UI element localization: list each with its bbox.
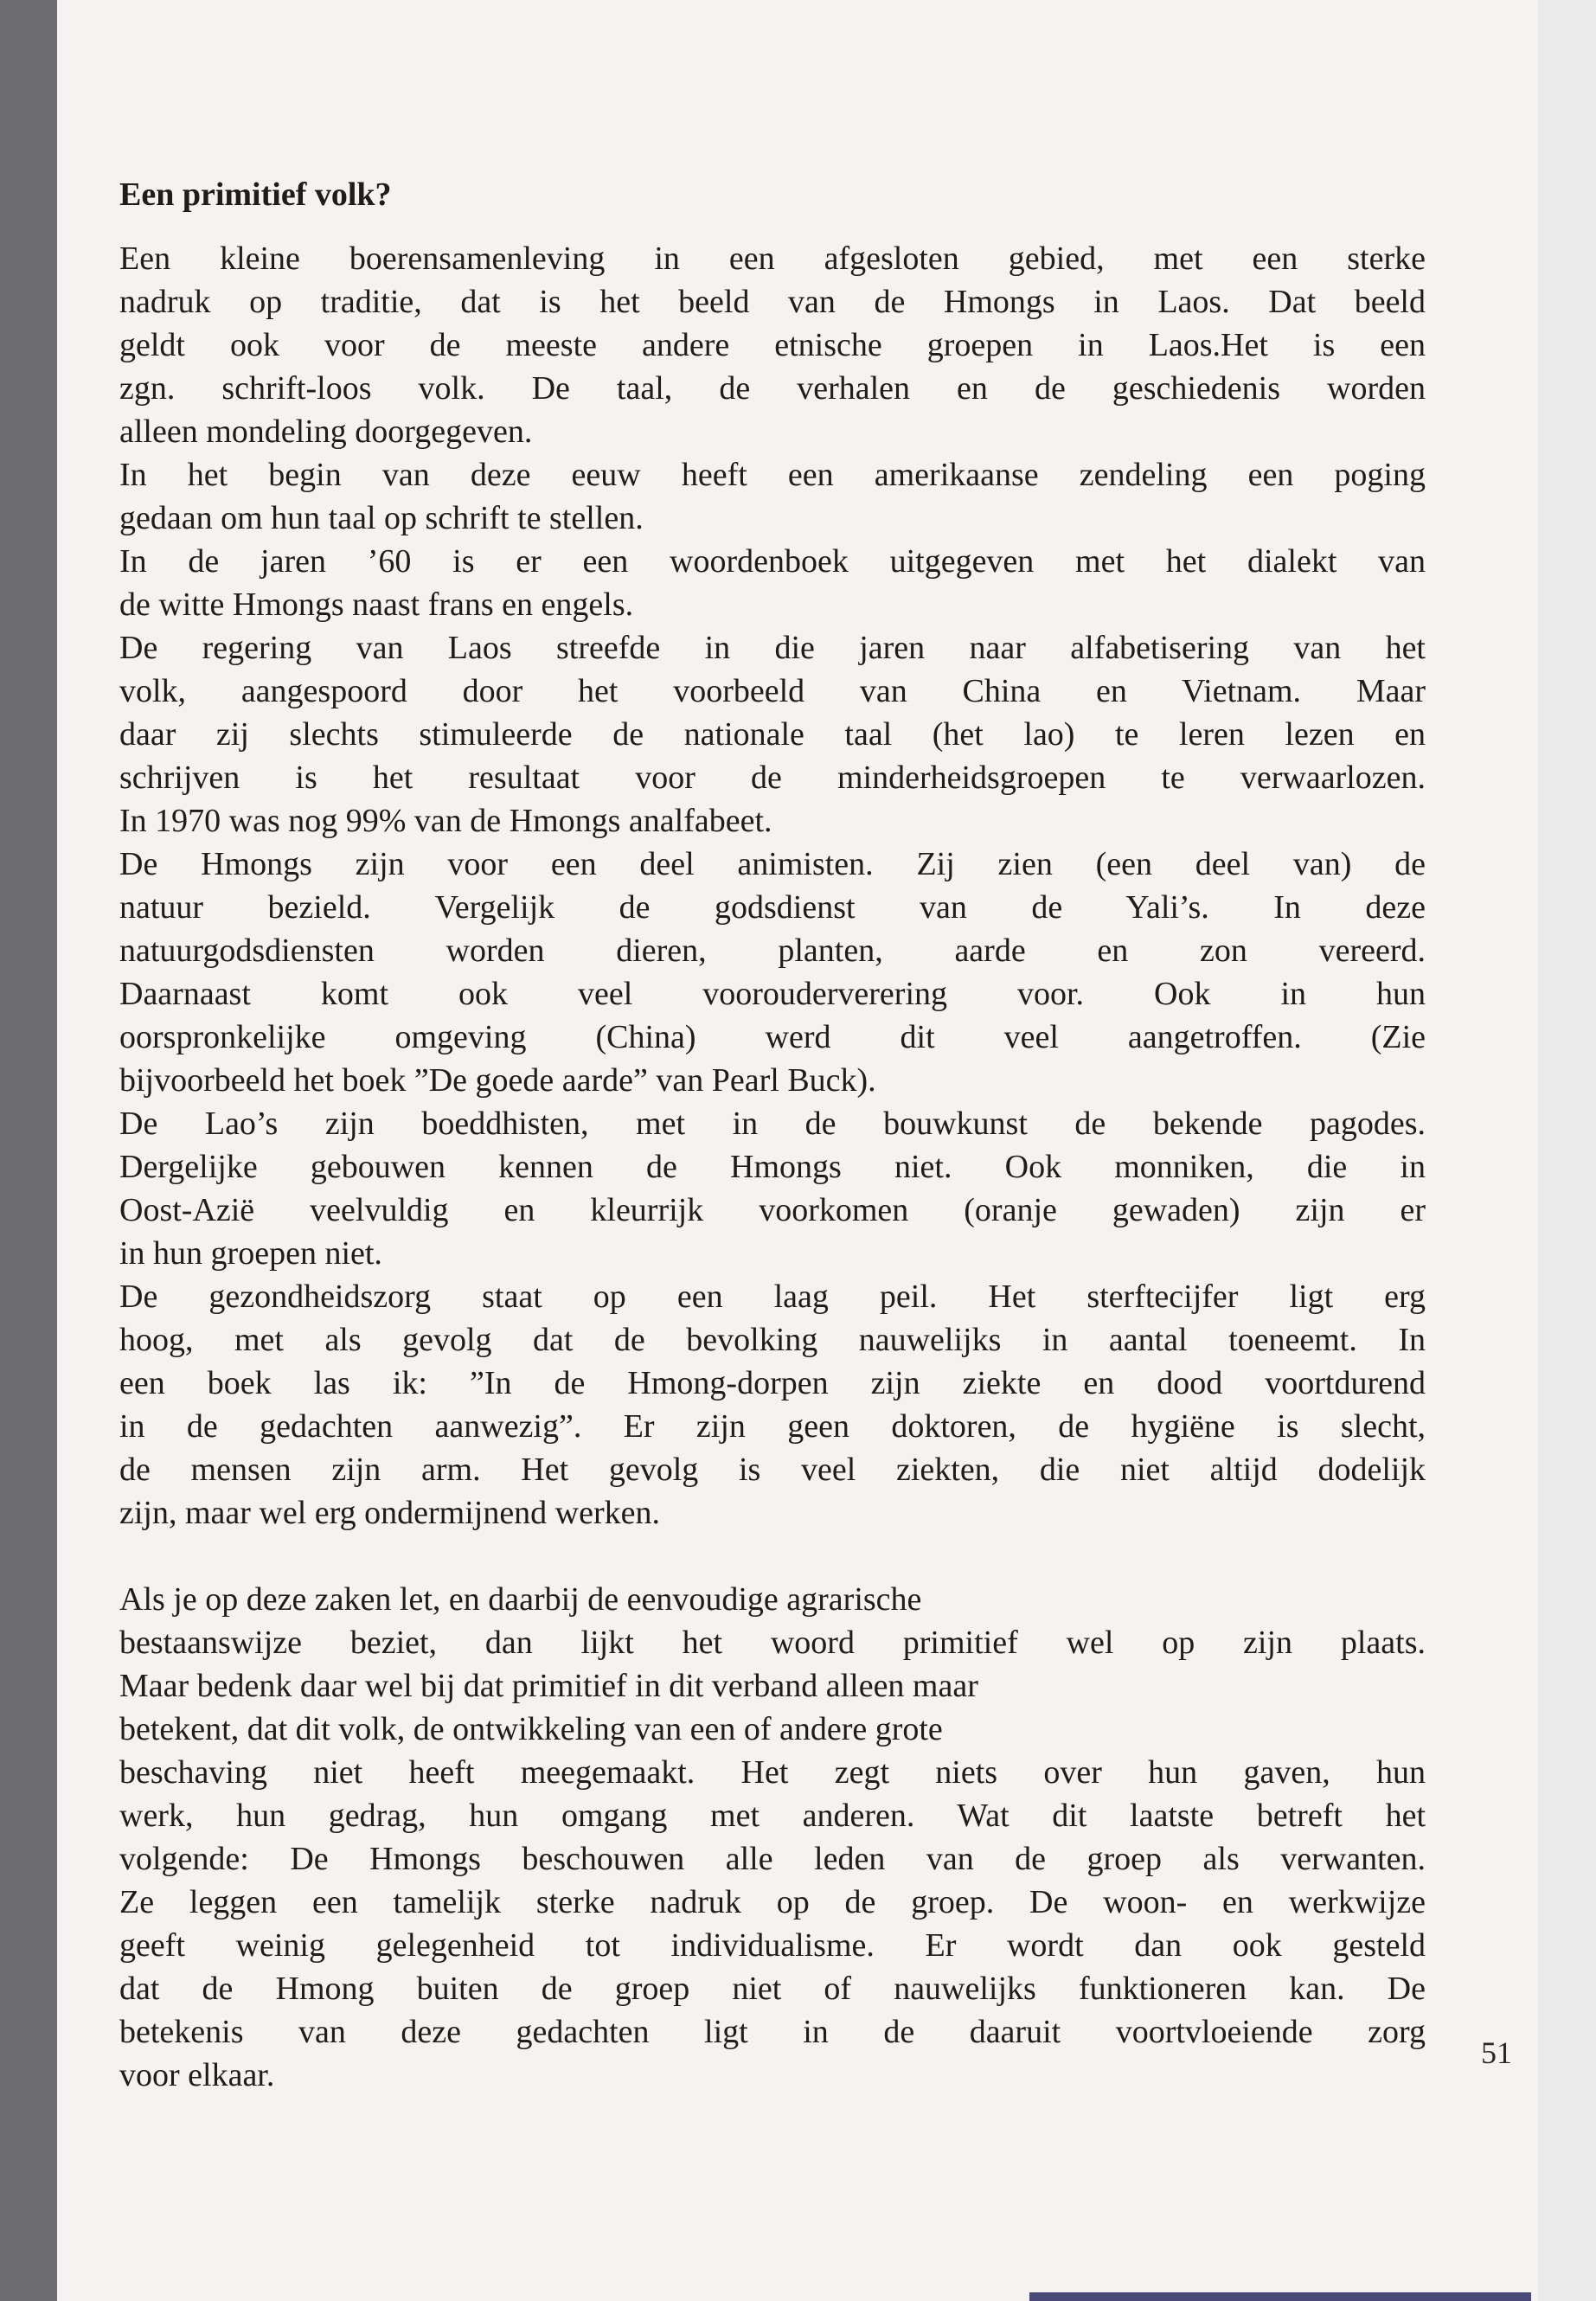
text-line: daar zij slechts stimuleerde de nationale taal (het lao) te leren lezen en bbox=[119, 716, 1426, 753]
text-line: De Lao’s zijn boeddhisten, met in de bouwkunst de bekende pagodes. bbox=[119, 1106, 1426, 1142]
text-line: De regering van Laos streefde in die jaren naar alfabetisering van het bbox=[119, 630, 1426, 666]
text-line: Oost-Azië veelvuldig en kleurrijk voorkomen (oranje gewaden) zijn er bbox=[119, 1192, 1426, 1228]
text-line: betekent, dat dit volk, de ontwikkeling van een of andere grote bbox=[119, 1711, 943, 1747]
text-line: Als je op deze zaken let, en daarbij de eenvoudige agrarische bbox=[119, 1581, 922, 1618]
bottom-edge-strip bbox=[1029, 2292, 1531, 2301]
page-number: 51 bbox=[1481, 2035, 1512, 2070]
article-body bbox=[119, 175, 1426, 2097]
text-line: nadruk op traditie, dat is het beeld van de Hmongs in Laos. Dat beeld bbox=[119, 284, 1426, 320]
text-line: oorspronkelijke omgeving (China) werd dit veel aangetroffen. (Zie bbox=[119, 1019, 1426, 1055]
text-line: zijn, maar wel erg ondermijnend werken. bbox=[119, 1495, 661, 1531]
text-line: De Hmongs zijn voor een deel animisten. Zij zien (een deel van) de bbox=[119, 846, 1426, 882]
paragraph-lines bbox=[119, 237, 1426, 2097]
text-line: bestaanswijze beziet, dan lijkt het woord primitief wel op zijn plaats. bbox=[119, 1625, 1426, 1661]
text-line: volk, aangespoord door het voorbeeld van China en Vietnam. Maar bbox=[119, 673, 1426, 709]
text-line: de witte Hmongs naast frans en engels. bbox=[119, 586, 634, 623]
paragraph-break bbox=[119, 1535, 1426, 1578]
text-line: In het begin van deze eeuw heeft een amerikaanse zendeling een poging bbox=[119, 457, 1426, 493]
text-line: zgn. schrift-loos volk. De taal, de verhalen en de geschiedenis worden bbox=[119, 370, 1426, 407]
text-line: Een kleine boerensamenleving in een afgesloten gebied, met een sterke bbox=[119, 240, 1426, 277]
text-line: In de jaren ’60 is er een woordenboek uitgegeven met het dialekt van bbox=[119, 543, 1426, 580]
text-line: natuurgodsdiensten worden dieren, planten, aarde en zon vereerd. bbox=[119, 933, 1426, 969]
text-line: werk, hun gedrag, hun omgang met anderen. Wat dit laatste betreft het bbox=[119, 1798, 1426, 1834]
text-line: geldt ook voor de meeste andere etnische groepen in Laos.Het is een bbox=[119, 327, 1426, 363]
text-line: Daarnaast komt ook veel voorouderverering voor. Ook in hun bbox=[119, 976, 1426, 1012]
text-line: gedaan om hun taal op schrift te stellen. bbox=[119, 500, 644, 536]
page-edge-margin bbox=[1538, 0, 1596, 2301]
text-line: schrijven is het resultaat voor de minderheidsgroepen te verwaarlozen. bbox=[119, 760, 1426, 796]
text-line: voor elkaar. bbox=[119, 2057, 275, 2093]
section-heading: Een primitief volk? bbox=[119, 176, 392, 213]
text-line: In 1970 was nog 99% van de Hmongs analfabeet. bbox=[119, 803, 772, 839]
text-line: beschaving niet heeft meegemaakt. Het zegt niets over hun gaven, hun bbox=[119, 1754, 1426, 1791]
text-line: in hun groepen niet. bbox=[119, 1235, 382, 1272]
text-line: Dergelijke gebouwen kennen de Hmongs niet. Ook monniken, die in bbox=[119, 1149, 1426, 1185]
text-line: alleen mondeling doorgegeven. bbox=[119, 413, 533, 450]
text-line: een boek las ik: ”In de Hmong-dorpen zijn ziekte en dood voortdurend bbox=[119, 1365, 1426, 1401]
text-line: de mensen zijn arm. Het gevolg is veel ziekten, die niet altijd dodelijk bbox=[119, 1452, 1426, 1488]
text-line: in de gedachten aanwezig”. Er zijn geen doktoren, de hygiëne is slecht, bbox=[119, 1408, 1426, 1445]
text-line: De gezondheidszorg staat op een laag peil. Het sterftecijfer ligt erg bbox=[119, 1279, 1426, 1315]
text-line: Maar bedenk daar wel bij dat primitief in dit verband alleen maar bbox=[119, 1668, 978, 1704]
text-line: hoog, met als gevolg dat de bevolking nauwelijks in aantal toeneemt. In bbox=[119, 1322, 1426, 1358]
text-line: natuur bezield. Vergelijk de godsdienst van de Yali’s. In deze bbox=[119, 889, 1426, 926]
text-line: Ze leggen een tamelijk sterke nadruk op de groep. De woon- en werkwijze bbox=[119, 1884, 1426, 1920]
text-line: dat de Hmong buiten de groep niet of nauwelijks funktioneren kan. De bbox=[119, 1971, 1426, 2007]
scanned-page bbox=[57, 0, 1538, 2301]
text-line: betekenis van deze gedachten ligt in de daaruit voortvloeiende zorg bbox=[119, 2014, 1426, 2050]
text-line: bijvoorbeeld het boek ”De goede aarde” van Pearl Buck). bbox=[119, 1062, 876, 1099]
text-line: volgende: De Hmongs beschouwen alle leden van de groep als verwanten. bbox=[119, 1841, 1426, 1877]
text-line: geeft weinig gelegenheid tot individualisme. Er wordt dan ook gesteld bbox=[119, 1927, 1426, 1964]
